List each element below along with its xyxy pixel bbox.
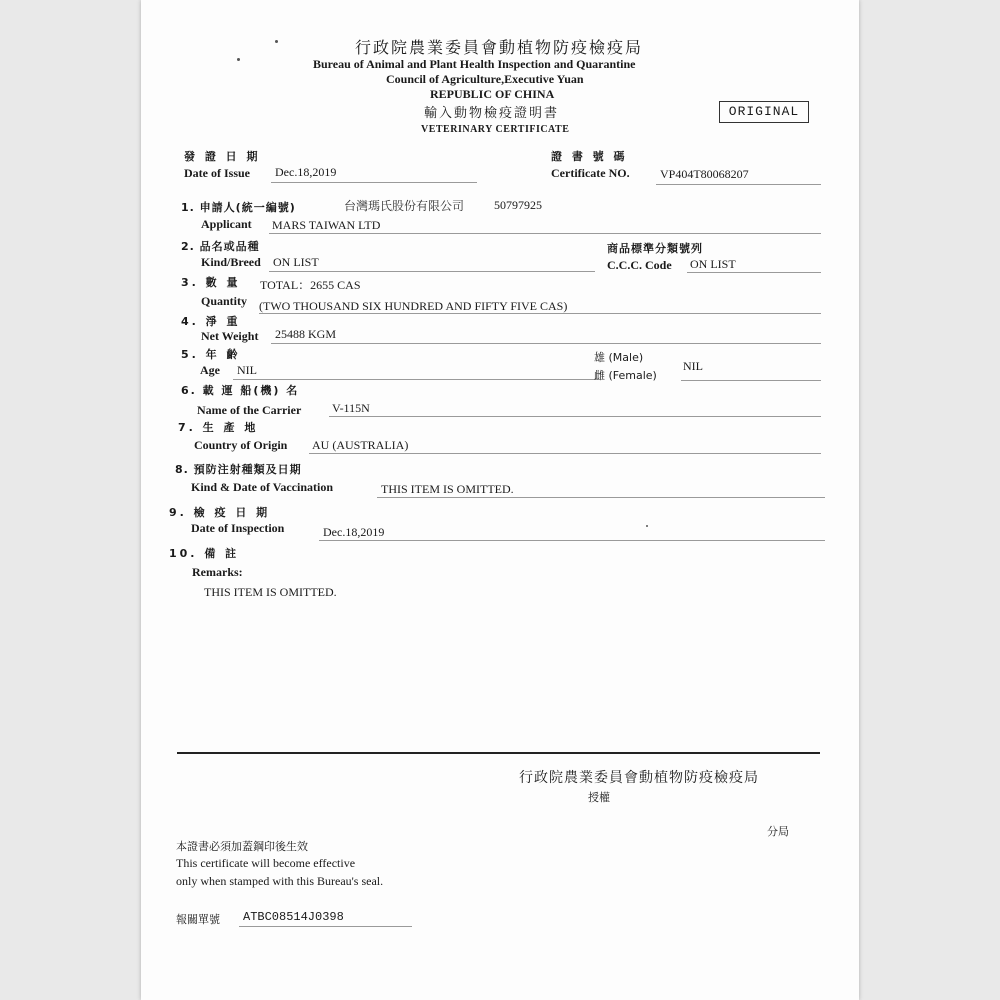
- kind-label-zh: 2. 品名或品種: [181, 240, 260, 253]
- issue-underline: [271, 182, 477, 183]
- netweight-label-zh: 4. 淨 重: [181, 315, 241, 328]
- original-stamp: ORIGINAL: [719, 101, 809, 123]
- sex-female-label: 雌 (Female): [594, 369, 657, 382]
- netweight-label-en: Net Weight: [201, 329, 259, 343]
- notice-zh: 本證書必須加蓋鋼印後生效: [176, 840, 308, 853]
- certno-underline: [656, 184, 821, 185]
- footer-divider: [177, 752, 820, 754]
- carrier-underline: [329, 416, 821, 417]
- inspection-underline: [319, 540, 825, 541]
- certificate-sheet: [141, 0, 859, 1000]
- origin-label-en: Country of Origin: [194, 438, 288, 452]
- quantity-label-en: Quantity: [201, 294, 248, 308]
- quantity-value: (TWO THOUSAND SIX HUNDRED AND FIFTY FIVE CAS): [259, 299, 568, 313]
- sex-male-label: 雄 (Male): [594, 351, 644, 364]
- declaration-underline: [239, 926, 412, 927]
- sex-underline: [681, 380, 821, 381]
- applicant-label-zh: 1. 申請人(統一編號): [181, 201, 296, 214]
- header-bureau-en: Bureau of Animal and Plant Health Inspection and Quarantine: [313, 57, 636, 71]
- remarks-label-zh: 10. 備 註: [169, 547, 240, 560]
- inspection-label-zh: 9. 檢 疫 日 期: [169, 506, 271, 519]
- inspection-value: Dec.18,2019: [323, 525, 385, 539]
- applicant-label-en: Applicant: [201, 217, 252, 231]
- footer-authorized-zh: 授權: [588, 791, 610, 804]
- header-council-en: Council of Agriculture,Executive Yuan: [386, 72, 584, 86]
- kind-label-en: Kind/Breed: [201, 255, 261, 269]
- vaccination-label-en: Kind & Date of Vaccination: [191, 480, 334, 494]
- speck: [646, 525, 648, 527]
- declaration-label: 報關單號: [176, 913, 220, 926]
- applicant-value-zh: 台灣瑪氏股份有限公司: [344, 199, 465, 213]
- ccc-label-zh: 商品標準分類號列: [607, 242, 703, 255]
- quantity-total-value: TOTAL：2655 CAS: [260, 278, 361, 292]
- footer-branch-zh: 分局: [767, 825, 789, 838]
- declaration-value: ATBC08514J0398: [243, 910, 344, 924]
- speck: [275, 40, 278, 43]
- kind-value: ON LIST: [273, 255, 319, 269]
- carrier-value: V-115N: [332, 401, 370, 415]
- header-country: REPUBLIC OF CHINA: [430, 87, 555, 101]
- speck: [237, 58, 240, 61]
- origin-underline: [309, 453, 821, 454]
- age-label-en: Age: [200, 363, 220, 377]
- inspection-label-en: Date of Inspection: [191, 521, 285, 535]
- age-underline: [233, 379, 600, 380]
- ccc-value: ON LIST: [690, 257, 736, 271]
- quantity-underline: [259, 313, 821, 314]
- issue-label-zh: 發 證 日 期: [184, 150, 261, 163]
- notice-en-2: only when stamped with this Bureau's seal.: [176, 874, 384, 888]
- ccc-underline: [687, 272, 821, 273]
- certno-value: VP404T80068207: [660, 167, 749, 181]
- certno-label-zh: 證 書 號 碼: [551, 150, 628, 163]
- vaccination-value: THIS ITEM IS OMITTED.: [381, 482, 514, 496]
- ccc-label-en: C.C.C. Code: [607, 258, 672, 272]
- quantity-label-zh: 3. 數 量: [181, 276, 241, 289]
- footer-authority-zh: 行政院農業委員會動植物防疫檢疫局: [519, 770, 759, 786]
- applicant-id-value: 50797925: [494, 198, 542, 212]
- carrier-label-zh: 6. 載 運 船(機) 名: [181, 384, 300, 397]
- kind-underline: [269, 271, 595, 272]
- cert-title-zh: 輸入動物檢疫證明書: [424, 106, 560, 121]
- certno-label-en: Certificate NO.: [551, 166, 630, 180]
- origin-value: AU (AUSTRALIA): [312, 438, 409, 452]
- carrier-label-en: Name of the Carrier: [197, 403, 302, 417]
- age-value: NIL: [237, 363, 257, 377]
- vaccination-underline: [377, 497, 825, 498]
- netweight-value: 25488 KGM: [275, 327, 337, 341]
- notice-en-1: This certificate will become effective: [176, 856, 356, 870]
- age-label-zh: 5. 年 齡: [181, 348, 241, 361]
- applicant-value: MARS TAIWAN LTD: [272, 218, 381, 232]
- vaccination-label-zh: 8. 預防注射種類及日期: [175, 463, 302, 476]
- applicant-underline: [269, 233, 821, 234]
- netweight-underline: [271, 343, 821, 344]
- remarks-value: THIS ITEM IS OMITTED.: [204, 585, 337, 599]
- issue-date-value: Dec.18,2019: [275, 165, 337, 179]
- origin-label-zh: 7. 生 產 地: [178, 421, 259, 434]
- cert-title-en: VETERINARY CERTIFICATE: [421, 124, 570, 135]
- sex-value: NIL: [683, 359, 703, 373]
- issue-label-en: Date of Issue: [184, 166, 250, 180]
- header-bureau-zh: 行政院農業委員會動植物防疫檢疫局: [355, 38, 644, 57]
- remarks-label-en: Remarks:: [192, 565, 243, 579]
